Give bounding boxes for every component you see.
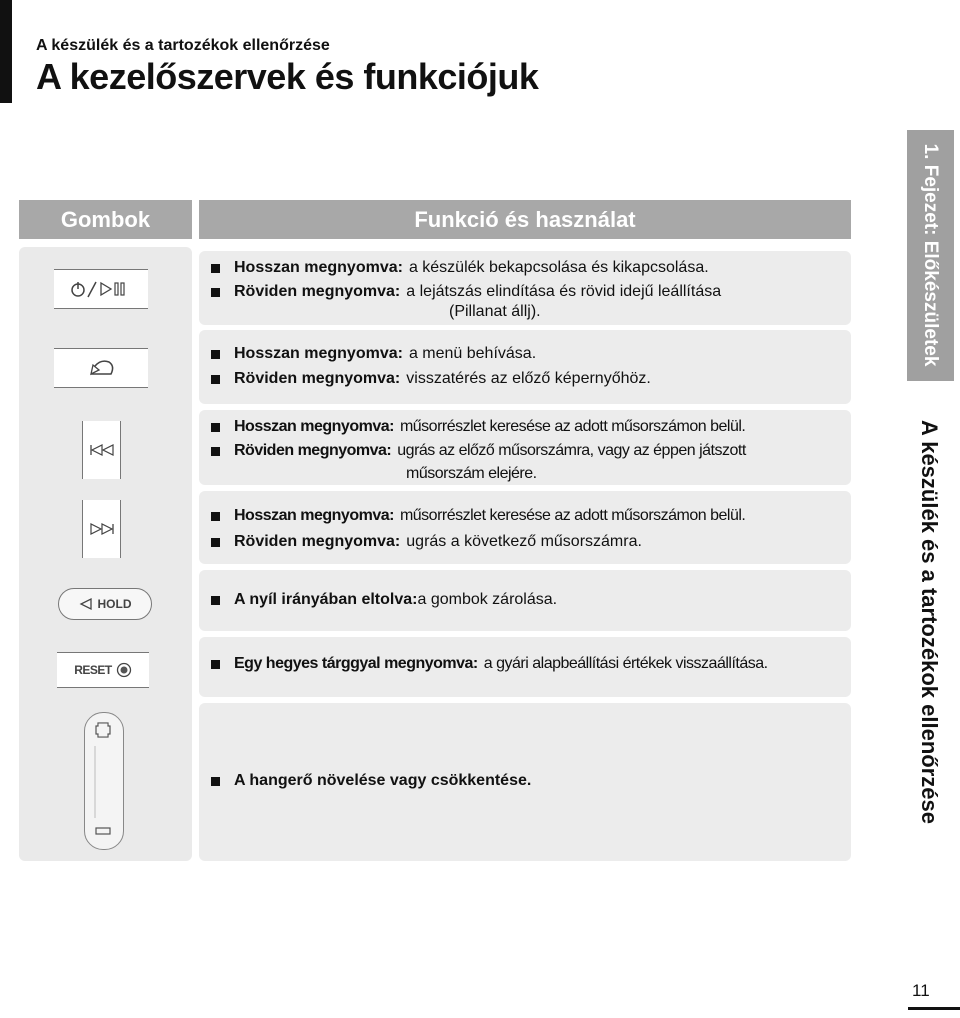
function-row-volume — [199, 703, 851, 861]
function-row-next — [199, 491, 851, 564]
volume-rocker-icon — [84, 712, 124, 850]
list-item: A nyíl irányában eltolva: a gombok zárolása. — [211, 591, 557, 609]
next-track-icon — [82, 500, 121, 558]
bullet-icon — [211, 264, 220, 273]
header-accent-bar — [0, 0, 12, 103]
bullet-icon — [211, 512, 220, 521]
reset-label: RESET — [74, 663, 112, 677]
section-subtitle: A készülék és a tartozékok ellenőrzése — [36, 37, 330, 54]
bullet-icon — [211, 423, 220, 432]
bullet-icon — [211, 660, 220, 669]
back-arrow-icon — [54, 348, 148, 388]
function-row-back — [199, 330, 851, 404]
list-item: Hosszan megnyomva: műsorrészlet keresése az adott műsorszámon belül. — [211, 418, 745, 436]
hold-switch-icon — [58, 588, 152, 620]
list-item: A hangerő növelése vagy csökkentése. — [211, 772, 537, 790]
bullet-icon — [211, 596, 220, 605]
list-item: Egy hegyes tárggyal megnyomva: a gyári alapbeállítási értékek visszaállítása. — [211, 655, 768, 673]
bullet-icon — [211, 375, 220, 384]
list-item: Röviden megnyomva: ugrás a következő műsorszámra. — [211, 533, 642, 551]
page-number: 11 — [912, 981, 930, 1000]
chapter-tab-label: 1. Fejezet: Előkészületek — [920, 143, 941, 367]
function-row-reset — [199, 637, 851, 697]
column-header-buttons: Gombok — [19, 200, 192, 239]
bullet-icon — [211, 538, 220, 547]
function-row-hold — [199, 570, 851, 631]
power-play-pause-icon — [54, 269, 148, 309]
hold-label: HOLD — [97, 597, 132, 611]
list-item-continuation: műsorszám elejére. — [406, 465, 537, 482]
reset-button-icon — [57, 652, 149, 688]
column-header-function: Funkció és használat — [199, 200, 851, 239]
bullet-icon — [211, 777, 220, 786]
page-title: A kezelőszervek és funkciójuk — [36, 56, 539, 97]
list-item: Hosszan megnyomva: műsorrészlet keresése az adott műsorszámon belül. — [211, 507, 745, 525]
bullet-icon — [211, 288, 220, 297]
list-item: Hosszan megnyomva: a menü behívása. — [211, 345, 536, 363]
list-item: Röviden megnyomva: visszatérés az előző képernyőhöz. — [211, 370, 651, 388]
bullet-icon — [211, 447, 220, 456]
list-item-continuation: (Pillanat állj). — [449, 303, 541, 320]
side-section-title: A készülék és a tartozékok ellenőrzése — [917, 420, 942, 824]
list-item: Röviden megnyomva: ugrás az előző műsorszámra, vagy az éppen játszott — [211, 442, 746, 460]
function-row-power — [199, 251, 851, 325]
bullet-icon — [211, 350, 220, 359]
list-item: Röviden megnyomva: a lejátszás elindítása és rövid idejű leállítása — [211, 283, 721, 301]
list-item: Hosszan megnyomva: a készülék bekapcsolása és kikapcsolása. — [211, 259, 709, 277]
function-row-previous — [199, 410, 851, 485]
previous-track-icon — [82, 421, 121, 479]
page-number-rule — [908, 1007, 960, 1010]
